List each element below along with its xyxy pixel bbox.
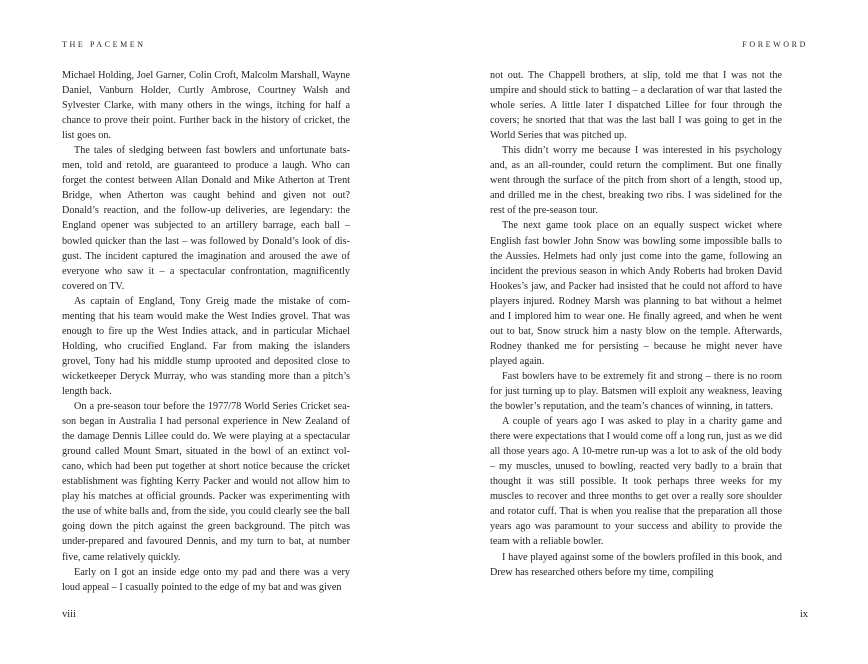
right-page-body xyxy=(490,68,782,580)
paragraph: Early on I got an inside edge onto my pad and there was a very loud appeal – I casually pointed to the edge of my bat and was given xyxy=(62,566,350,593)
running-head-book-title: THE PACEMEN xyxy=(62,40,146,49)
paragraph: As captain of England, Tony Greig made the mistake of commenting that his team would make the West Indies grovel. That was enough to fire up the West Indies attack, and in particular Michael Holding, who crucified England. Far from making the islanders grovel, Tony had his middle stump uprooted and deposited close to wicketkeeper Deryck Murray, who was standing more than a pitch’s length back. xyxy=(62,295,350,397)
paragraph: A couple of years ago I was asked to play in a charity game and there were expectations that I would come off a long run, just as we did all those years ago. A 10-metre run-up was a lot to ask of the old body – my muscles, unused to bowling, reacted very badly to a brain that thought it was still possible. It took perhaps three weeks for my muscles to recover and three months to get over a really sore shoulder and rotator cuff. That is when you realise that the preparation all those years ago was paramount to your success and ability to provide the team with a reliable bowler. xyxy=(490,416,782,548)
right-page xyxy=(434,0,868,664)
paragraph: On a pre-season tour before the 1977/78 World Series Cricket season began in Australia I had personal experience in New Zealand of the damage Dennis Lillee could do. We were playing at a spectacular ground called Mount Smart, situated in the bowl of an extinct volcano, which had been put together at short notice because the cricket establishment was fighting Kerry Packer and would not allow him to play his matches at official grounds. Packer was experimenting with the use of white balls and, from the side, you could clearly see the ball going down the pitch against the green background. The pitch was under-prepared and favoured Dennis, and my turn to bat, at number five, came relatively quickly. xyxy=(62,401,350,563)
paragraph: I have played against some of the bowlers profiled in this book, and Drew has researched others before my time, compiling xyxy=(490,551,782,578)
paragraph: Fast bowlers have to be extremely fit and strong – there is no room for just turning up to play. Batsmen will exploit any weakness, leaving the bowler’s reputation, and the team’s chances of winning, in tatters. xyxy=(490,370,782,413)
paragraph: Michael Holding, Joel Garner, Colin Croft, Malcolm Marshall, Wayne Daniel, Vanburn Holder, Curtly Ambrose, Courtney Walsh and Sylvester Clarke, with many others in the wings, itching for half a chance to prove their point. Further back in the history of cricket, the list goes on. xyxy=(62,70,350,142)
page-number-right: ix xyxy=(799,609,808,620)
paragraph: The next game took place on an equally suspect wicket where English fast bowler John Snow was bowling some impossible balls to the Aussies. Helmets had only just come into the game, following an incident the previous season in which Andy Roberts had broken David Hookes’s jaw, and Packer had insisted that he could not afford to have players injured. Rodney Marsh was planning to bat without a helmet and I implored him to wear one. He finally agreed, and when he went out to bat, Snow struck him a nasty blow on the temple. Afterwards, Rodney thanked me for persisting – because he might never have played again. xyxy=(490,220,782,367)
running-head-chapter-title: FOREWORD xyxy=(742,40,808,49)
left-page-body xyxy=(62,68,350,595)
paragraph: not out. The Chappell brothers, at slip, told me that I was not the umpire and should stick to batting – a declaration of war that lasted the whole series. A little later I dispatched Lillee for four through the covers; he snorted that that was the last ball I was going to get in the World Series that was pitched up. xyxy=(490,70,782,142)
paragraph: This didn’t worry me because I was interested in his psychology and, as an all-rounder, could return the compliment. But one finally went through the surface of the pitch from short of a length, stood up, and drilled me in the chest, breaking two ribs. I was sidelined for the rest of the pre-season tour. xyxy=(490,145,782,217)
paragraph: The tales of sledging between fast bowlers and unfortunate batsmen, told and retold, are guaranteed to produce a laugh. Who can forget the contest between Allan Donald and Mike Atherton at Trent Bridge, when Atherton was caught behind and given not out? Donald’s reaction, and the follow-up deliveries, are legendary: the England opener was subjected to an artillery barrage, each ball – bowled quicker than the last – was followed by Donald’s look of disgust. The incident captured the imagination and aroused the awe of everyone who saw it – a spectacular confrontation, magnificently covered on TV. xyxy=(62,145,350,292)
page-number-left: viii xyxy=(62,609,77,620)
